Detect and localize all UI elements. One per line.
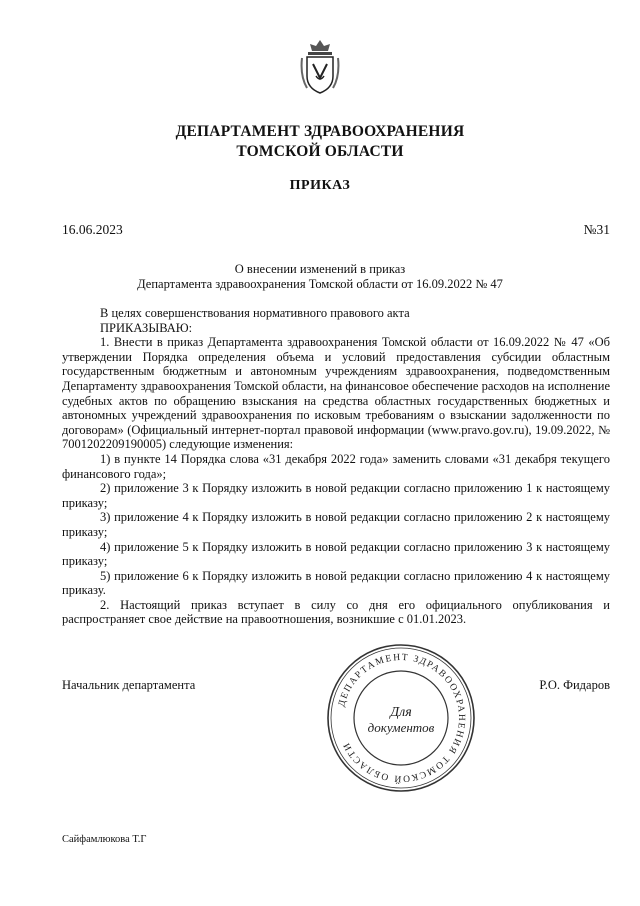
list-item: 5) приложение 6 к Порядку изложить в новой редакции согласно приложению 4 к настоящему приказу.	[62, 568, 610, 598]
paragraph-1: 1. Внести в приказ Департамента здравоохранения Томской области от 16.09.2022 № 47 «Об утверждении Порядка определения объема и условий предоставления субсидии областным государственным бюджетным и автономным учреждениям здравоохранения, подведомственным Департаменту здравоохранения Томской области, на финансовое обеспечение расходов на исполнение судебных актов по обращению взыскания на средства областных государственных бюджетных и автономных учреждений здравоохранения по исковым требованиям о взыскании задолженности по договорам» (Официальный интернет-портал правовой информации (www.pravo.gov.ru), 19.09.2022, № 7001202209190005) следующие изменения:	[62, 335, 610, 452]
signatory-title: Начальник департамента	[62, 678, 196, 692]
document-number: №31	[583, 222, 610, 237]
official-stamp	[325, 642, 477, 794]
stamp-ring-text: ДЕПАРТАМЕНТ ЗДРАВООХРАНЕНИЯ ТОМСКОЙ ОБЛАСТИ	[337, 652, 467, 784]
org-name-line1: ДЕПАРТАМЕНТ ЗДРАВООХРАНЕНИЯ	[175, 123, 465, 140]
list-item: 2) приложение 3 к Порядку изложить в новой редакции согласно приложению 1 к настоящему приказу;	[62, 481, 610, 510]
signatory-name: Р.О. Фидаров	[539, 678, 610, 692]
subject-line2: Департамента здравоохранения Томской области от 16.09.2022 № 47	[137, 277, 503, 291]
list-item: 3) приложение 4 к Порядку изложить в новой редакции согласно приложению 2 к настоящему приказу;	[62, 510, 610, 539]
document-date: 16.06.2023	[62, 222, 123, 237]
document-body	[62, 306, 610, 627]
list-item: 4) приложение 5 к Порядку изложить в новой редакции согласно приложению 3 к настоящему приказу;	[62, 539, 610, 569]
coat-of-arms-icon	[300, 38, 340, 98]
subject-line1: О внесении изменений в приказ	[234, 262, 406, 276]
list-item: 1) в пункте 14 Порядка слова «31 декабря 2022 года» заменить словами «31 декабря текущего финансового года»;	[62, 451, 610, 481]
org-name-line2: ТОМСКОЙ ОБЛАСТИ	[236, 143, 404, 160]
stamp-center-line2: документов	[367, 720, 435, 735]
document-subject	[0, 262, 640, 292]
paragraph-2: 2. Настоящий приказ вступает в силу со дня его официального опубликования и распространяет свое действие на правоотношения, возникшие с 01.01.2023.	[62, 597, 610, 627]
executor-name: Сайфамлюкова Т.Г	[62, 834, 147, 845]
stamp-center-line1: Для	[390, 705, 412, 720]
document-type: ПРИКАЗ	[289, 178, 351, 193]
intro-paragraph: В целях совершенствования нормативного правового акта	[100, 306, 410, 320]
order-heading: ПРИКАЗЫВАЮ:	[100, 320, 193, 335]
